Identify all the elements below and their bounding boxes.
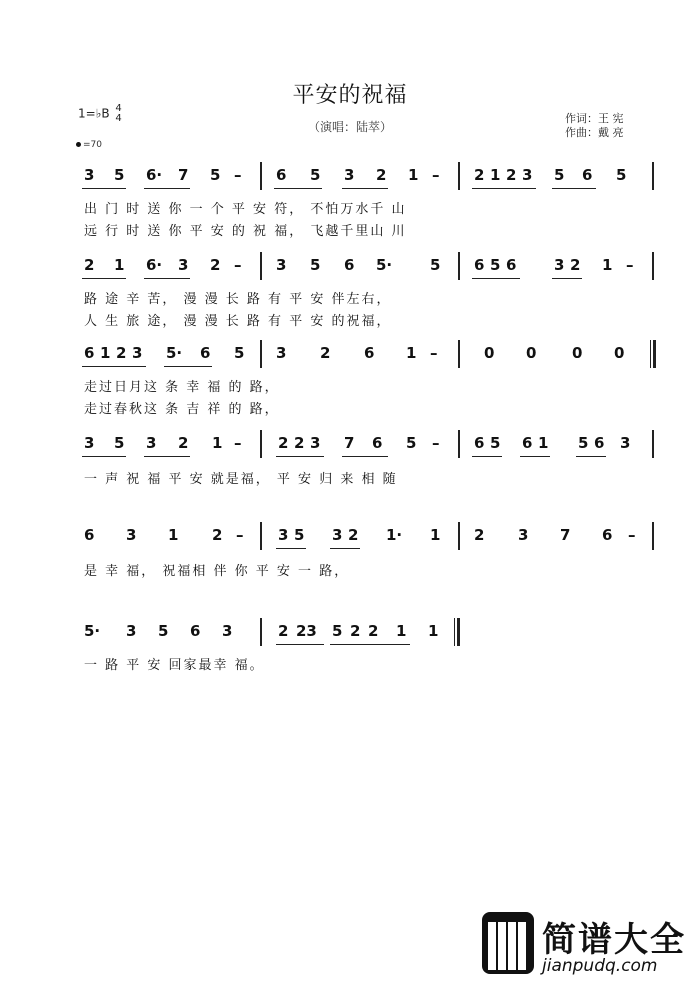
lyric-verse-1: 走过日月这 条 幸 福 的 路， [84,380,280,395]
singer-credit: （演唱：陆萃） [307,120,392,134]
note: 2 [320,344,331,362]
notes-line [80,432,660,458]
note: – [430,344,438,362]
note: 3 [132,344,143,362]
credits [565,112,624,140]
note: 2 [278,622,289,640]
underline [274,188,322,189]
note: 1 [168,526,179,544]
tempo-mark [76,140,102,150]
note: 5 [234,344,245,362]
note: 2 [348,526,359,544]
note: – [236,526,244,544]
note: 5 [294,526,305,544]
note: 6 [474,256,485,274]
note: 5 [158,622,169,640]
piano-key [508,922,516,970]
note: 3 [222,622,233,640]
note: – [234,256,242,274]
note: 3 [84,434,95,452]
note: 1 [538,434,549,452]
underline [276,548,306,549]
note: 5 [114,166,125,184]
note: 3 [522,166,533,184]
note: 3 [344,166,355,184]
bar-line [458,430,460,458]
note: – [234,434,242,452]
note: 6 [344,256,355,274]
note: 1 [490,166,501,184]
key-signature [78,104,122,124]
underline [342,456,388,457]
note: 5· [376,256,393,274]
lyric-verse-1: 路 途 辛 苦， 漫 漫 长 路 有 平 安 伴左右， [84,292,392,307]
note: 2 [294,434,305,452]
underline [520,456,550,457]
note: 3 [146,434,157,452]
underline [144,188,190,189]
underline [82,366,146,367]
underline [330,644,410,645]
composer-credit: 作曲：戴 亮 [565,126,624,139]
note: 1 [406,344,417,362]
note: 6 [506,256,517,274]
note: 6 [582,166,593,184]
note: 5 [406,434,417,452]
bar-line [260,252,262,280]
score-row-3 [80,342,660,417]
score-row-6 [80,620,660,673]
note: 2 [178,434,189,452]
note: 1 [602,256,613,274]
lyric-verse-1: 是 幸 福， 祝福相 伴 你 平 安 一 路， [84,564,350,579]
note: 5 [114,434,125,452]
piano-icon [482,912,534,974]
score-row-5 [80,524,660,579]
bar-line [652,430,654,458]
notes-line [80,342,660,368]
note: 1 [396,622,407,640]
double-bar-line [454,618,460,646]
note: 2 [210,256,221,274]
note: 1 [212,434,223,452]
underline [276,644,324,645]
double-bar-line [650,340,656,368]
underline [276,456,324,457]
note: 5 [332,622,343,640]
note: – [432,166,440,184]
note: – [234,166,242,184]
note: 3 [126,526,137,544]
bar-line [260,522,262,550]
note: 1 [430,526,441,544]
note: – [432,434,440,452]
note: 3 [554,256,565,274]
note: 3 [278,526,289,544]
time-bottom: 4 [115,113,122,124]
lyric-verse-1: 出 门 时 送 你 一 个 平 安 符， 不怕万水千 山 [84,202,407,217]
bar-line [260,162,262,190]
underline [552,278,582,279]
underline [144,278,190,279]
note: 5 [430,256,441,274]
note: 2 [116,344,127,362]
piano-key [498,922,506,970]
bar-line [260,618,262,646]
bar-line [652,162,654,190]
note: 2 [350,622,361,640]
note: 2 [570,256,581,274]
note: 1 [114,256,125,274]
bar-line [652,522,654,550]
time-signature [115,104,121,124]
piano-key [518,922,526,970]
underline [472,278,520,279]
score-row-2 [80,254,660,329]
watermark-logo [482,912,692,982]
bar-line [260,340,262,368]
lyric-verse-2: 人 生 旅 途， 漫 漫 长 路 有 平 安 的祝福， [84,314,392,329]
underline [82,278,126,279]
note: 1 [408,166,419,184]
notes-line [80,164,660,190]
underline [472,456,502,457]
underline [82,456,126,457]
bar-line [458,252,460,280]
note: 0 [526,344,537,362]
bar-line [652,252,654,280]
note: 3 [310,434,321,452]
note: 2 [368,622,379,640]
watermark-brand: 简谱大全 [542,920,686,960]
note: 5 [578,434,589,452]
bar-line [260,430,262,458]
note: 6 [190,622,201,640]
note: 5 [616,166,627,184]
note: 6 [276,166,287,184]
note: 1 [428,622,439,640]
note: 5 [554,166,565,184]
note: 6 [594,434,605,452]
note: 5 [490,434,501,452]
note: 6 [474,434,485,452]
note: 23 [296,622,317,640]
underline [164,366,212,367]
notes-line [80,620,660,646]
note: 3 [620,434,631,452]
note: 1· [386,526,403,544]
note: 6 [84,526,95,544]
note: 2 [212,526,223,544]
note: 3 [276,256,287,274]
note: 7 [178,166,189,184]
note: 2 [474,166,485,184]
note: 6 [602,526,613,544]
watermark-url: jianpudq.com [542,956,658,976]
note: – [628,526,636,544]
time-top: 4 [115,103,122,114]
bar-line [458,340,460,368]
note: 0 [484,344,495,362]
score-row-4 [80,432,660,487]
note: 0 [614,344,625,362]
note: 2 [474,526,485,544]
song-title: 平安的祝福 [292,83,408,108]
note: 0 [572,344,583,362]
note: 6 [200,344,211,362]
lyric-verse-2: 远 行 时 送 你 平 安 的 祝 福， 飞越千里山 川 [84,224,407,239]
note: 3 [276,344,287,362]
lyric-verse-1: 一 路 平 安 回家最幸 福。 [84,658,265,673]
piano-key [488,922,496,970]
note: 3 [518,526,529,544]
note: 3 [178,256,189,274]
note: 6 [372,434,383,452]
lyricist-credit: 作词：王 宪 [565,112,624,125]
note: 7 [344,434,355,452]
score-row-1 [80,164,660,239]
note: 5· [166,344,183,362]
bar-line [458,162,460,190]
note: 3 [332,526,343,544]
notes-line [80,524,660,550]
key-label: 1=♭B [78,106,110,121]
note: 2 [84,256,95,274]
quarter-note-icon [76,142,81,147]
underline [144,456,190,457]
underline [330,548,360,549]
lyric-verse-2: 走过春秋这 条 吉 祥 的 路， [84,402,280,417]
note: 5 [490,256,501,274]
note: 1 [100,344,111,362]
note: 6 [364,344,375,362]
underline [342,188,388,189]
lyric-verse-1: 一 声 祝 福 平 安 就是福， 平 安 归 来 相 随 [84,472,398,487]
note: 5· [84,622,101,640]
note: 7 [560,526,571,544]
notes-line [80,254,660,280]
note: 6· [146,256,163,274]
underline [82,188,126,189]
note: 2 [376,166,387,184]
note: 2 [506,166,517,184]
bar-line [458,522,460,550]
tempo-value: =70 [83,140,102,150]
note: 3 [126,622,137,640]
note: 5 [310,166,321,184]
note: 2 [278,434,289,452]
note: 5 [210,166,221,184]
underline [472,188,536,189]
note: 6 [522,434,533,452]
note: 3 [84,166,95,184]
note: 5 [310,256,321,274]
underline [552,188,596,189]
underline [576,456,606,457]
note: 6· [146,166,163,184]
note: 6 [84,344,95,362]
note: – [626,256,634,274]
